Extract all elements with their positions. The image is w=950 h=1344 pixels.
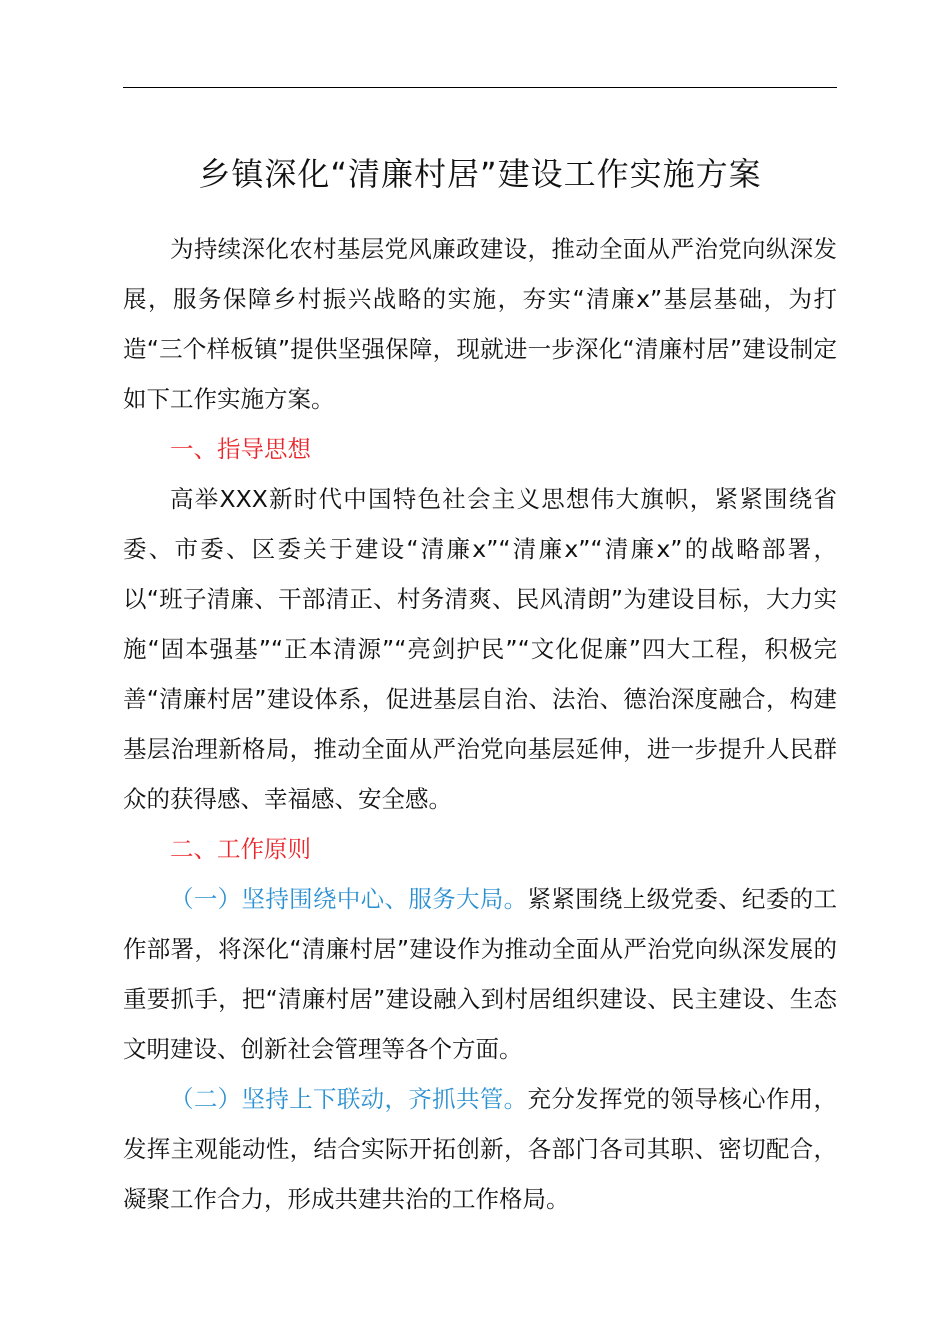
principle-text-2: 充分发挥党的领导核心作用，发挥主观能动性，结合实际开拓创新，各部门各司其职、密切配合，凝聚工作合力，形成共建共治的工作格局。 <box>123 1085 837 1213</box>
principle-paragraph-2 <box>123 1074 837 1224</box>
section-heading-guiding-ideology: 一、指导思想 <box>170 435 311 463</box>
principle-paragraph-1 <box>123 874 837 1074</box>
principle-text-1: 紧紧围绕上级党委、纪委的工作部署，将深化“清廉村居”建设作为推动全面从严治党向纵深发展的重要抓手，把“清廉村居”建设融入到村居组织建设、民主建设、生态文明建设、创新社会管理等各个方面。 <box>123 885 837 1063</box>
header-rule <box>123 87 837 88</box>
section-heading-work-principles: 二、工作原则 <box>170 835 311 863</box>
document-title: 乡镇深化“清廉村居”建设工作实施方案 <box>198 155 762 193</box>
intro-paragraph: 为持续深化农村基层党风廉政建设，推动全面从严治党向纵深发展，服务保障乡村振兴战略的实施，夯实“清廉x”基层基础，为打造“三个样板镇”提供坚强保障，现就进一步深化“清廉村居”建设制定如下工作实施方案。 <box>123 235 837 413</box>
principle-subheading-1: （一）坚持围绕中心、服务大局。 <box>170 885 528 913</box>
principle-subheading-2: （二）坚持上下联动，齐抓共管。 <box>170 1085 528 1113</box>
section-paragraph-guiding-ideology: 高举XXX新时代中国特色社会主义思想伟大旗帜，紧紧围绕省委、市委、区委关于建设“清廉x”“清廉x”“清廉x”的战略部署，以“班子清廉、干部清正、村务清爽、民风清朗”为建设目标，大力实施“固本强基”“正本清源”“亮剑护民”“文化促廉”四大工程，积极完善“清廉村居”建设体系，促进基层自治、法治、德治深度融合，构建基层治理新格局，推动全面从严治党向基层延伸，进一步提升人民群众的获得感、幸福感、安全感。 <box>123 485 837 813</box>
document-body <box>123 224 837 1224</box>
